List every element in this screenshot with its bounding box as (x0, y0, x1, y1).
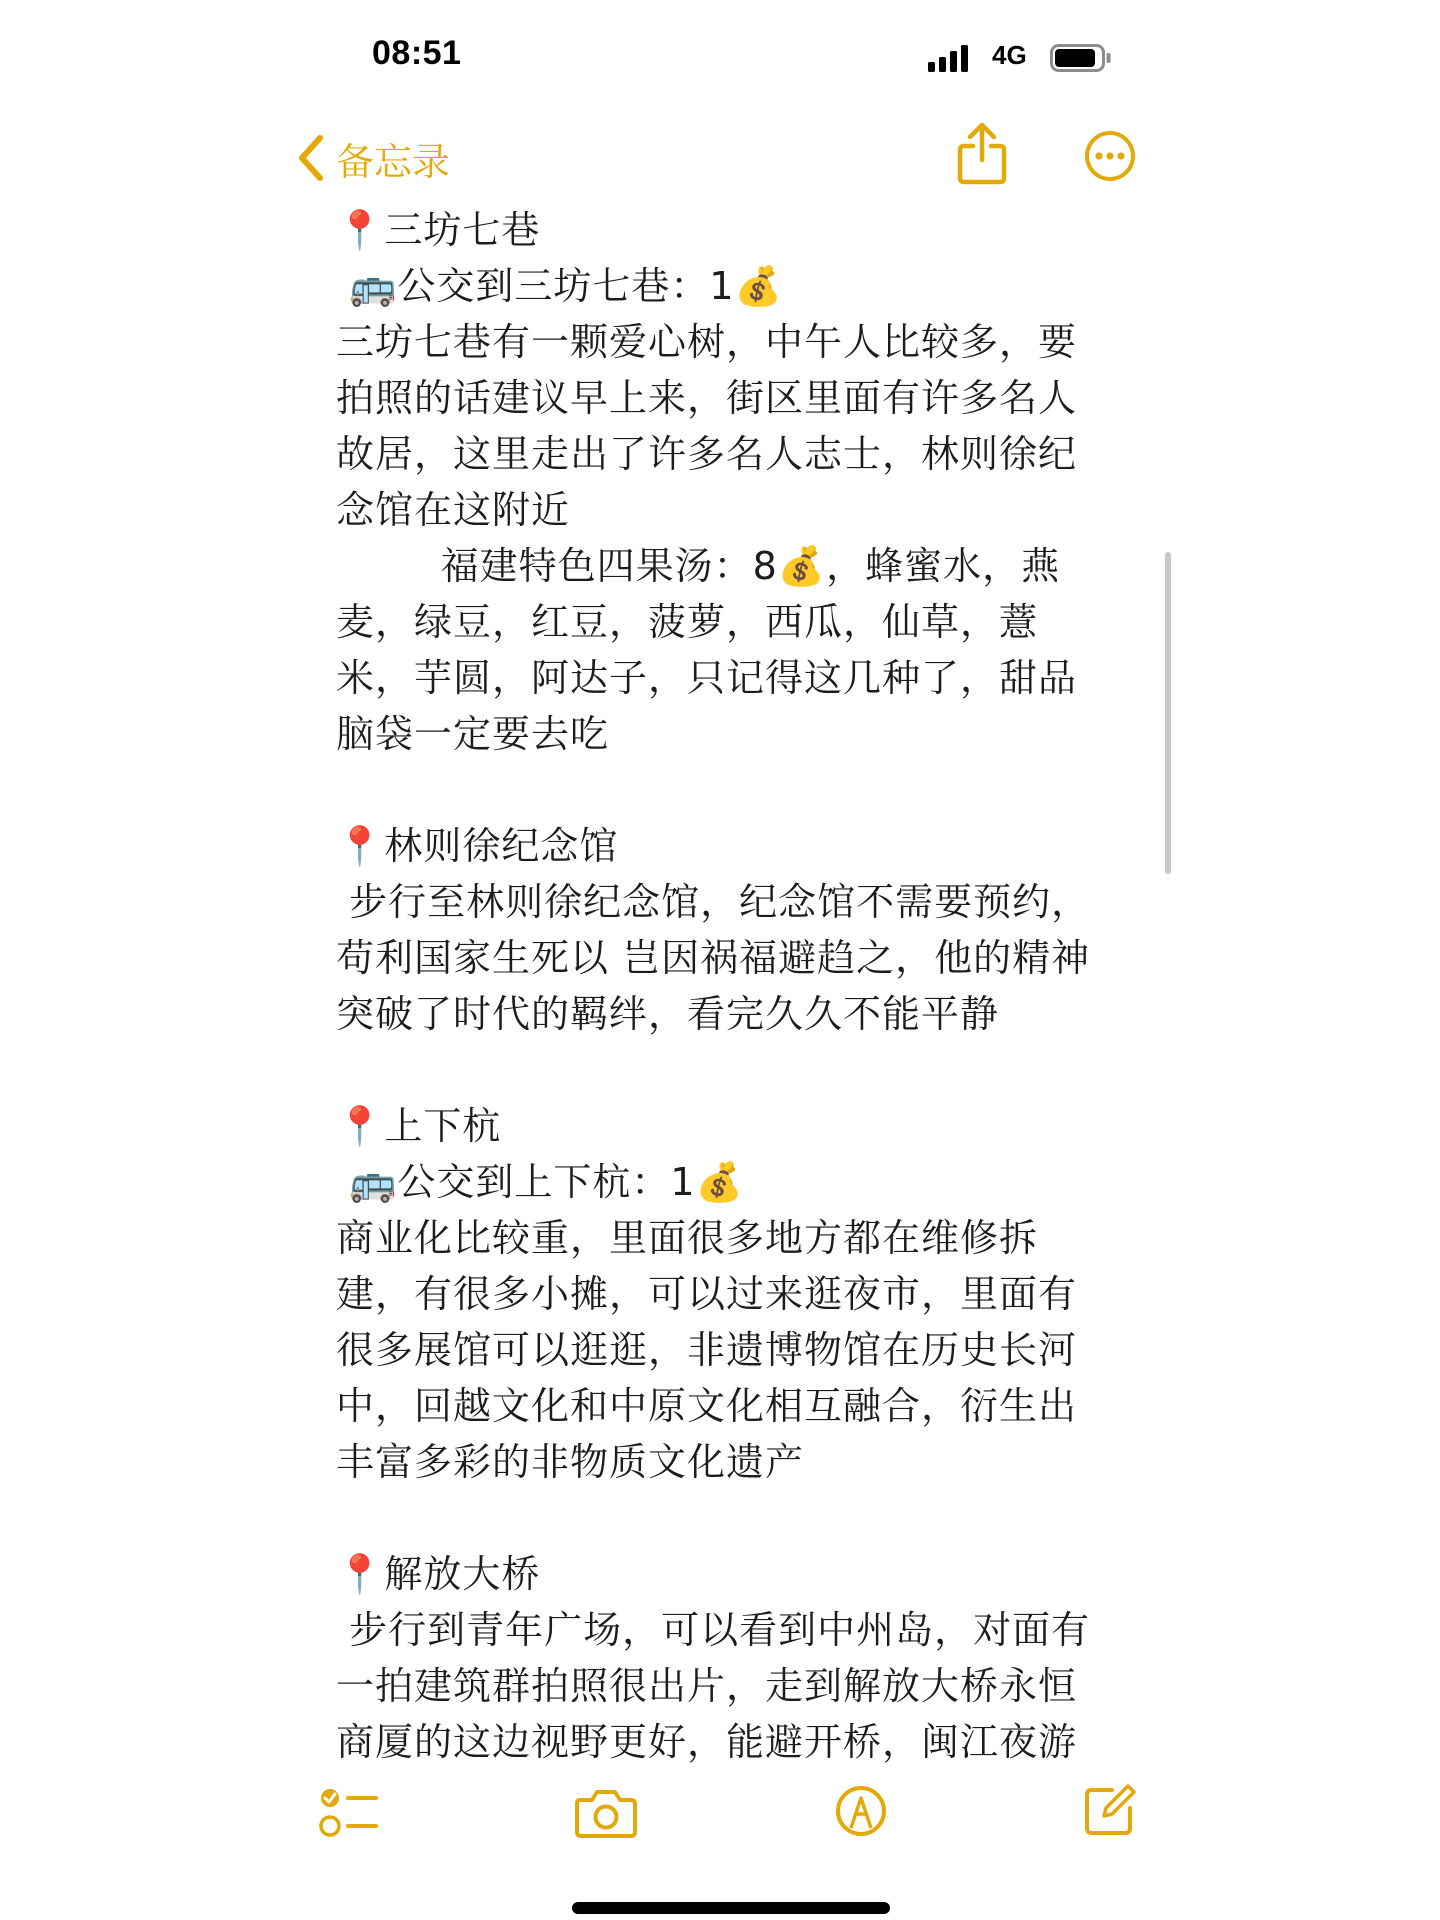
note-line: 商厦的这边视野更好，能避开桥，闽江夜游 (336, 1720, 1078, 1764)
status-time: 08:51 (372, 34, 462, 72)
note-line: 建，有很多小摊，可以过来逛夜市，里面有 (336, 1272, 1078, 1316)
note-line: 🚌公交到三坊七巷：1💰 (336, 264, 783, 308)
note-line: 🚌公交到上下杭：1💰 (336, 1160, 744, 1204)
note-line: 商业化比较重，里面很多地方都在维修拆 (336, 1216, 1039, 1260)
note-line: 突破了时代的羁绊，看完久久不能平静 (336, 992, 1000, 1036)
markup-pen-icon[interactable] (834, 1784, 888, 1838)
note-body[interactable] (336, 202, 1116, 1764)
note-line: 故居，这里走出了许多名人志士，林则徐纪 (336, 432, 1078, 476)
note-line: 三坊七巷有一颗爱心树，中午人比较多，要 (336, 320, 1078, 364)
note-line: 一拍建筑群拍照很出片，走到解放大桥永恒 (336, 1664, 1078, 1708)
note-blank-line (336, 1042, 1116, 1098)
checklist-icon[interactable] (318, 1784, 380, 1840)
note-line: 福建特色四果汤：8💰，蜂蜜水，燕 (336, 544, 1061, 588)
chevron-left-icon (296, 133, 326, 183)
note-line: 丰富多彩的非物质文化遗产 (336, 1440, 805, 1484)
note-line: 苟利国家生死以 岂因祸福避趋之，他的精神 (336, 936, 1091, 980)
home-indicator[interactable] (572, 1902, 890, 1914)
note-line: 拍照的话建议早上来，街区里面有许多名人 (336, 376, 1078, 420)
more-options-button[interactable] (1084, 130, 1136, 182)
back-label: 备忘录 (336, 139, 451, 184)
scrollbar-thumb[interactable] (1165, 552, 1171, 874)
note-line: 📍三坊七巷 (336, 208, 541, 252)
note-line: 📍上下杭 (336, 1104, 502, 1148)
note-line: 很多展馆可以逛逛，非遗博物馆在历史长河 (336, 1328, 1078, 1372)
note-line: 念馆在这附近 (336, 488, 571, 532)
note-line: 步行到青年广场，可以看到中州岛，对面有 (336, 1608, 1091, 1652)
note-line: 麦，绿豆，红豆，菠萝，西瓜，仙草，薏 (336, 600, 1039, 644)
camera-icon[interactable] (574, 1786, 638, 1840)
note-line: 📍林则徐纪念馆 (336, 824, 619, 868)
back-button[interactable] (296, 128, 450, 188)
note-line: 米，芋圆，阿达子，只记得这几种了，甜品 (336, 656, 1078, 700)
share-icon[interactable] (956, 122, 1008, 186)
note-line: 📍解放大桥 (336, 1552, 541, 1596)
note-blank-line (336, 1490, 1116, 1546)
battery-icon (1050, 44, 1112, 72)
note-blank-line (336, 762, 1116, 818)
network-type: 4G (992, 40, 1027, 70)
note-line: 脑袋一定要去吃 (336, 712, 610, 756)
note-line: 步行至林则徐纪念馆，纪念馆不需要预约， (336, 880, 1091, 924)
note-line: 中，回越文化和中原文化相互融合，衍生出 (336, 1384, 1078, 1428)
compose-icon[interactable] (1082, 1782, 1138, 1838)
cellular-signal-icon (928, 44, 972, 72)
